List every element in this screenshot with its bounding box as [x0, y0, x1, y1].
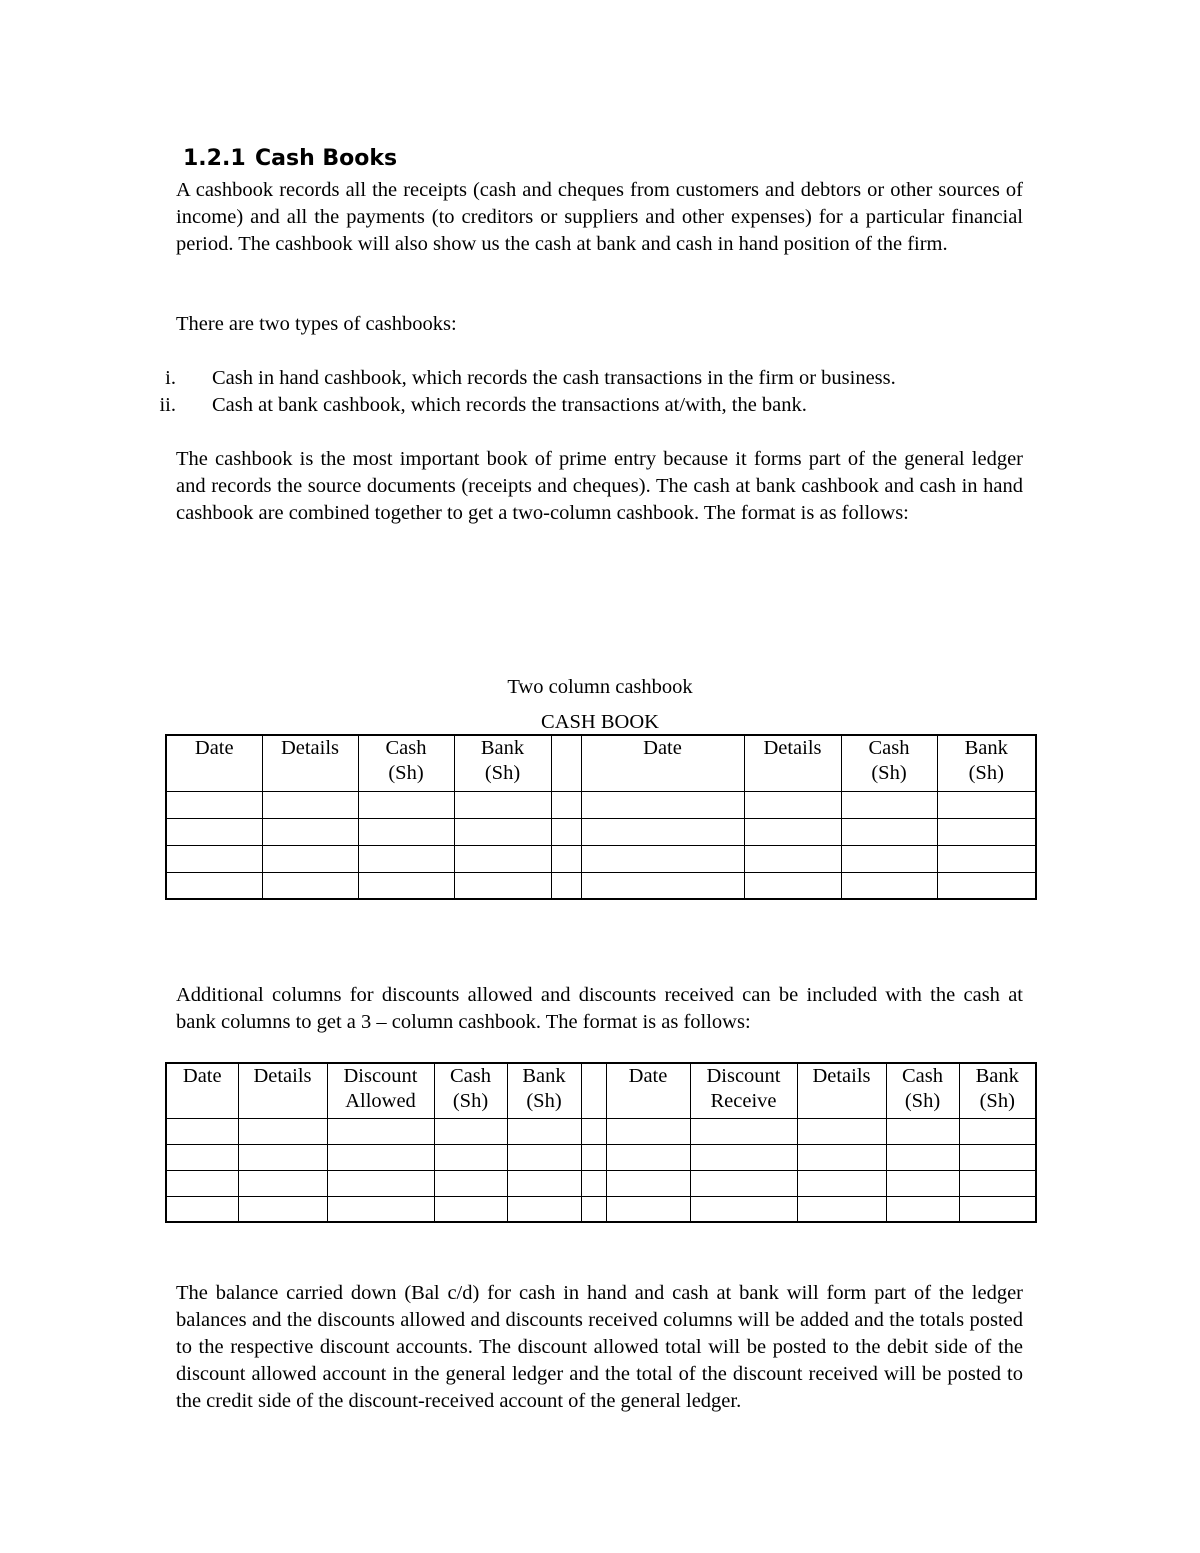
- table-cell: [358, 845, 454, 872]
- table-cell: [841, 845, 937, 872]
- table-cell: [581, 872, 744, 899]
- table-cell: [581, 1170, 606, 1196]
- table-cell: [581, 818, 744, 845]
- two-column-body: [166, 791, 1036, 899]
- table-cell: [507, 1196, 581, 1222]
- table-cell: [581, 845, 744, 872]
- table-cell: [690, 1170, 797, 1196]
- table-cell: [262, 845, 358, 872]
- table-cell: [581, 1144, 606, 1170]
- table-row: [166, 791, 1036, 818]
- table-row: [166, 1170, 1036, 1196]
- list-item: [140, 365, 1040, 392]
- column-header: [262, 735, 358, 791]
- table-cell: [581, 791, 744, 818]
- table-cell: [358, 791, 454, 818]
- column-header-line2: (Sh): [484, 762, 521, 784]
- importance-paragraph: The cashbook is the most important book of prime entry because it forms part of the general ledger and records the source documents (receipts and cheques). The cash at bank cashbook and cash in hand cashbook are combined together to get a two-column cashbook. The format is as follows:: [176, 448, 1023, 524]
- table-cell: [551, 791, 581, 818]
- table-cell: [327, 1144, 434, 1170]
- section-number: 1.2.1: [183, 146, 246, 171]
- column-header-line1: Bank: [480, 737, 525, 759]
- table-cell: [690, 1196, 797, 1222]
- table-row: [166, 1118, 1036, 1144]
- column-header: [690, 1063, 797, 1118]
- table-cell: [262, 791, 358, 818]
- column-header-line1: Details: [812, 1065, 871, 1087]
- table-cell: [327, 1118, 434, 1144]
- table-cell: [166, 1170, 238, 1196]
- table-cell: [886, 1196, 959, 1222]
- table-cell: [166, 791, 262, 818]
- column-header-line1: Details: [763, 737, 822, 759]
- table-cell: [797, 1170, 886, 1196]
- column-header-line1: Cash: [450, 1065, 491, 1087]
- column-header-line1: Bank: [975, 1065, 1019, 1087]
- table-cell: [841, 818, 937, 845]
- balance-paragraph: The balance carried down (Bal c/d) for cash in hand and cash at bank will form part of the ledger balances and the discounts allowed and discounts received columns will be added and the totals posted to the respective discount accounts. The discount allowed total will be posted to the debit side of the discount allowed account in the general ledger and the total of the discount received will be posted to the credit side of the discount-received account of the general ledger.: [176, 1282, 1023, 1412]
- column-header: [744, 735, 841, 791]
- table-cell: [959, 1170, 1036, 1196]
- table-cell: [959, 1196, 1036, 1222]
- column-header: [507, 1063, 581, 1118]
- column-header: [551, 735, 581, 791]
- column-header-line2: (Sh): [526, 1090, 562, 1112]
- table-cell: [937, 818, 1036, 845]
- table-cell: [327, 1196, 434, 1222]
- table-cell: [166, 872, 262, 899]
- list-marker: i.: [165, 367, 176, 389]
- table-cell: [454, 872, 551, 899]
- column-header-line1: Date: [194, 737, 234, 759]
- table-cell: [166, 1118, 238, 1144]
- list-marker: ii.: [159, 394, 176, 416]
- cash-book-title: CASH BOOK: [541, 711, 659, 733]
- column-header-line1: Date: [628, 1065, 668, 1087]
- table-cell: [886, 1144, 959, 1170]
- table-cell: [551, 818, 581, 845]
- table-cell: [166, 818, 262, 845]
- table-cell: [434, 1196, 507, 1222]
- table-cell: [606, 1118, 690, 1144]
- table-cell: [166, 1196, 238, 1222]
- three-column-header: [166, 1063, 1036, 1118]
- column-header: [434, 1063, 507, 1118]
- table-cell: [507, 1170, 581, 1196]
- list-item: [140, 392, 1040, 419]
- two-column-caption: Two column cashbook: [507, 676, 693, 698]
- table-cell: [507, 1118, 581, 1144]
- column-header: [959, 1063, 1036, 1118]
- table-cell: [262, 872, 358, 899]
- table-cell: [454, 791, 551, 818]
- three-column-body: [166, 1118, 1036, 1222]
- table-cell: [551, 872, 581, 899]
- table-cell: [744, 845, 841, 872]
- table-cell: [358, 818, 454, 845]
- column-header: [606, 1063, 690, 1118]
- section-heading: [183, 146, 397, 171]
- column-header-line2: Receive: [710, 1090, 777, 1112]
- column-header-line1: Details: [280, 737, 340, 759]
- column-header: [166, 1063, 238, 1118]
- column-header-line2: (Sh): [904, 1090, 941, 1112]
- column-header-line1: Bank: [964, 737, 1008, 759]
- table-cell: [454, 818, 551, 845]
- column-header: [166, 735, 262, 791]
- table-cell: [551, 845, 581, 872]
- table-cell: [937, 845, 1036, 872]
- table-cell: [744, 818, 841, 845]
- table-cell: [238, 1170, 327, 1196]
- column-header: [238, 1063, 327, 1118]
- column-header: [581, 735, 744, 791]
- table-row: [166, 1144, 1036, 1170]
- table-row: [166, 872, 1036, 899]
- table-cell: [937, 791, 1036, 818]
- table-cell: [434, 1170, 507, 1196]
- table-cell: [886, 1118, 959, 1144]
- table-cell: [358, 872, 454, 899]
- three-column-cashbook-table: [165, 1062, 1037, 1223]
- column-header-line2: (Sh): [968, 762, 1004, 784]
- column-header: [886, 1063, 959, 1118]
- table-cell: [434, 1144, 507, 1170]
- column-header-line1: Cash: [902, 1065, 943, 1087]
- table-cell: [606, 1144, 690, 1170]
- table-row: [166, 1196, 1036, 1222]
- additional-columns-paragraph: Additional columns for discounts allowed and discounts received can be included with the cash at bank columns to get a 3 – column cashbook. The format is as follows:: [176, 984, 1023, 1033]
- column-header-line2: (Sh): [871, 762, 907, 784]
- table-cell: [606, 1170, 690, 1196]
- column-header-line2: (Sh): [452, 1090, 489, 1112]
- column-header: [327, 1063, 434, 1118]
- table-cell: [507, 1144, 581, 1170]
- table-cell: [841, 791, 937, 818]
- table-cell: [238, 1118, 327, 1144]
- table-cell: [327, 1170, 434, 1196]
- table-cell: [959, 1144, 1036, 1170]
- column-header: [581, 1063, 606, 1118]
- table-cell: [581, 1196, 606, 1222]
- column-header-line1: Date: [182, 1065, 222, 1087]
- column-header-line2: (Sh): [979, 1090, 1015, 1112]
- column-header-line2: (Sh): [388, 762, 424, 784]
- column-header: [454, 735, 551, 791]
- table-cell: [166, 845, 262, 872]
- column-header-line1: Bank: [522, 1065, 566, 1087]
- column-header: [937, 735, 1036, 791]
- table-cell: [841, 872, 937, 899]
- table-cell: [744, 791, 841, 818]
- table-row: [166, 818, 1036, 845]
- table-cell: [238, 1144, 327, 1170]
- table-cell: [454, 845, 551, 872]
- table-cell: [238, 1196, 327, 1222]
- column-header-line1: Details: [253, 1065, 312, 1087]
- two-column-cashbook-table: [165, 734, 1037, 900]
- intro-paragraph: A cashbook records all the receipts (cash and cheques from customers and debtors or other sources of income) and all the payments (to creditors or suppliers and other expenses) for a particular financial period. The cashbook will also show us the cash at bank and cash in hand position of the firm.: [176, 179, 1023, 255]
- column-header-line1: Discount: [706, 1065, 781, 1087]
- list-item-text: Cash in hand cashbook, which records the cash transactions in the firm or business.: [212, 367, 896, 389]
- table-cell: [797, 1118, 886, 1144]
- table-cell: [886, 1170, 959, 1196]
- table-cell: [797, 1196, 886, 1222]
- table-cell: [744, 872, 841, 899]
- column-header-line2: Allowed: [345, 1090, 416, 1112]
- table-cell: [606, 1196, 690, 1222]
- column-header: [797, 1063, 886, 1118]
- column-header-line1: Discount: [343, 1065, 418, 1087]
- column-header: [841, 735, 937, 791]
- cashbook-types-list: [140, 365, 1040, 419]
- table-cell: [690, 1118, 797, 1144]
- column-header: [358, 735, 454, 791]
- table-cell: [262, 818, 358, 845]
- table-cell: [937, 872, 1036, 899]
- table-cell: [797, 1144, 886, 1170]
- list-item-text: Cash at bank cashbook, which records the transactions at/with, the bank.: [212, 394, 807, 416]
- column-header-line1: Date: [643, 737, 682, 759]
- column-header-line1: Cash: [385, 737, 427, 759]
- table-cell: [166, 1144, 238, 1170]
- section-title: Cash Books: [255, 146, 398, 171]
- table-cell: [959, 1118, 1036, 1144]
- column-header-line1: Cash: [868, 737, 910, 759]
- table-cell: [581, 1118, 606, 1144]
- two-column-header: [166, 735, 1036, 791]
- table-cell: [690, 1144, 797, 1170]
- table-row: [166, 845, 1036, 872]
- types-intro-paragraph: There are two types of cashbooks:: [176, 313, 457, 335]
- table-cell: [434, 1118, 507, 1144]
